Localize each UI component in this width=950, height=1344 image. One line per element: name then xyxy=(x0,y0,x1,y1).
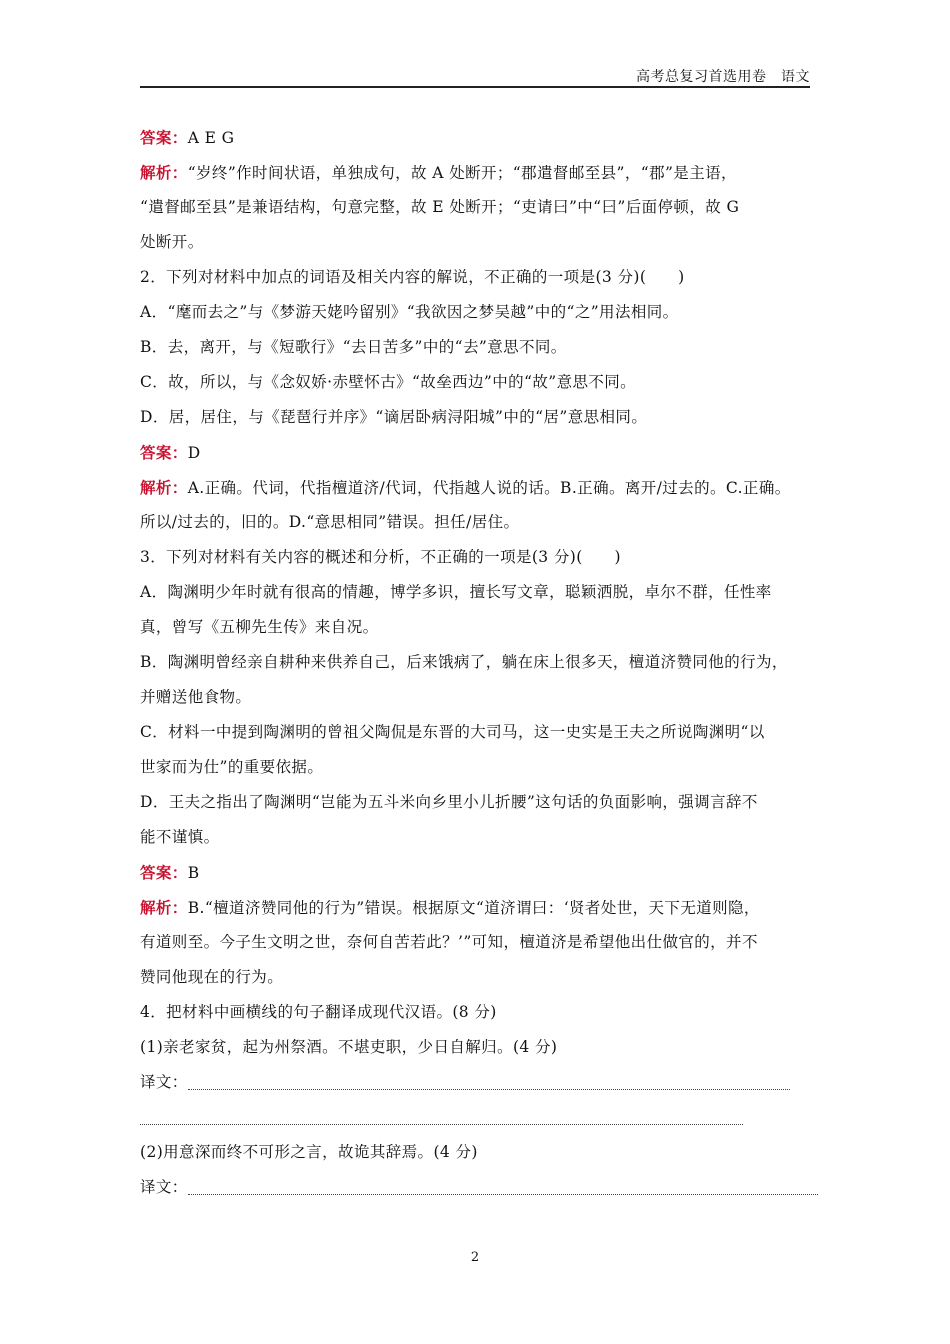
q3-option-line: 真，曾写《五柳先生传》来自况。 xyxy=(140,618,379,636)
q3-analysis-line: 解析：B.“檀道济赞同他的行为”错误。根据原文“道济谓曰：‘贤者处世，天下无道则隐， xyxy=(140,898,760,917)
q3-option-line: 世家而为仕”的重要依据。 xyxy=(140,758,324,776)
analysis-label: 解析： xyxy=(140,898,188,917)
q3-analysis-line: 有道则至。今子生文明之世，奈何自苦若此？’”可知，檀道济是希望他出仕做官的，并不 xyxy=(140,933,758,951)
q2-analysis-line: 解析：A.正确。代词，代指檀道济/代词，代指越人说的话。B.正确。离开/过去的。C.正确。 xyxy=(140,478,791,497)
q3-option-line: 能不谨慎。 xyxy=(140,828,220,846)
q3-option-line: B．陶渊明曾经亲自耕种来供养自己，后来饿病了，躺在床上很多天，檀道济赞同他的行为， xyxy=(140,653,788,671)
q2-option-d: D．居，居住，与《琵琶行并序》“谪居卧病浔阳城”中的“居”意思相同。 xyxy=(140,408,648,426)
translation-blank[interactable] xyxy=(188,1174,818,1195)
translation-blank[interactable] xyxy=(188,1069,790,1090)
q3-stem: 3．下列对材料有关内容的概述和分析，不正确的一项是(3 分)( ) xyxy=(140,548,621,566)
q4-sub2: (2)用意深而终不可形之言，故诡其辞焉。(4 分) xyxy=(140,1143,478,1161)
translation-row-1b xyxy=(140,1100,820,1135)
translation-blank[interactable] xyxy=(140,1104,743,1125)
q2-analysis-line: 所以/过去的，旧的。D.“意思相同”错误。担任/居住。 xyxy=(140,513,520,531)
translation-label: 译文： xyxy=(140,1178,188,1196)
answer-value: D xyxy=(187,444,201,462)
q1-analysis-line: 解析：“岁终”作时间状语，单独成句，故 A 处断开；“郡遣督邮至县”，“郡”是主语， xyxy=(140,163,737,182)
q3-answer xyxy=(140,855,820,890)
header-title: 高考总复习首选用卷 语文 xyxy=(636,69,810,85)
q4-sub1: (1)亲老家贫，起为州祭酒。不堪吏职，少日自解归。(4 分) xyxy=(140,1038,558,1056)
q1-analysis-line: “遣督邮至县”是兼语结构，句意完整，故 E 处断开；“吏请曰”中“曰”后面停顿，故 G xyxy=(140,198,740,216)
q2-option-c: C．故，所以，与《念奴娇·赤壁怀古》“故垒西边”中的“故”意思不同。 xyxy=(140,373,637,391)
page-header xyxy=(140,66,810,88)
translation-row-1 xyxy=(140,1065,820,1100)
analysis-label: 解析： xyxy=(140,478,188,497)
q3-option-line: D．王夫之指出了陶渊明“岂能为五斗米向乡里小儿折腰”这句话的负面影响，强调言辞不 xyxy=(140,793,758,811)
document-body xyxy=(140,120,820,1205)
answer-value: B xyxy=(187,864,200,882)
q2-answer xyxy=(140,435,820,470)
answer-label: 答案： xyxy=(140,863,188,882)
q1-analysis-line: 处断开。 xyxy=(140,233,204,251)
translation-row-2 xyxy=(140,1170,820,1205)
q2-option-b: B．去，离开，与《短歌行》“去日苦多”中的“去”意思不同。 xyxy=(140,338,567,356)
q1-answer xyxy=(140,120,820,155)
q3-analysis-line: 赞同他现在的行为。 xyxy=(140,968,284,986)
answer-label: 答案： xyxy=(140,128,188,147)
q3-option-line: A．陶渊明少年时就有很高的情趣，博学多识，擅长写文章，聪颖洒脱，卓尔不群，任性率 xyxy=(140,583,772,601)
answer-label: 答案： xyxy=(140,443,188,462)
translation-label: 译文： xyxy=(140,1073,188,1091)
q2-option-a: A．“麾而去之”与《梦游天姥吟留别》“我欲因之梦吴越”中的“之”用法相同。 xyxy=(140,303,679,321)
answer-value: A E G xyxy=(187,129,235,147)
q2-stem: 2．下列对材料中加点的词语及相关内容的解说，不正确的一项是(3 分)( ) xyxy=(140,268,685,286)
q3-option-line: C．材料一中提到陶渊明的曾祖父陶侃是东晋的大司马，这一史实是王夫之所说陶渊明“以 xyxy=(140,723,765,741)
q4-stem: 4．把材料中画横线的句子翻译成现代汉语。(8 分) xyxy=(140,1003,497,1021)
page-number: 2 xyxy=(470,1250,480,1265)
analysis-label: 解析： xyxy=(140,163,188,182)
q3-option-line: 并赠送他食物。 xyxy=(140,688,252,706)
